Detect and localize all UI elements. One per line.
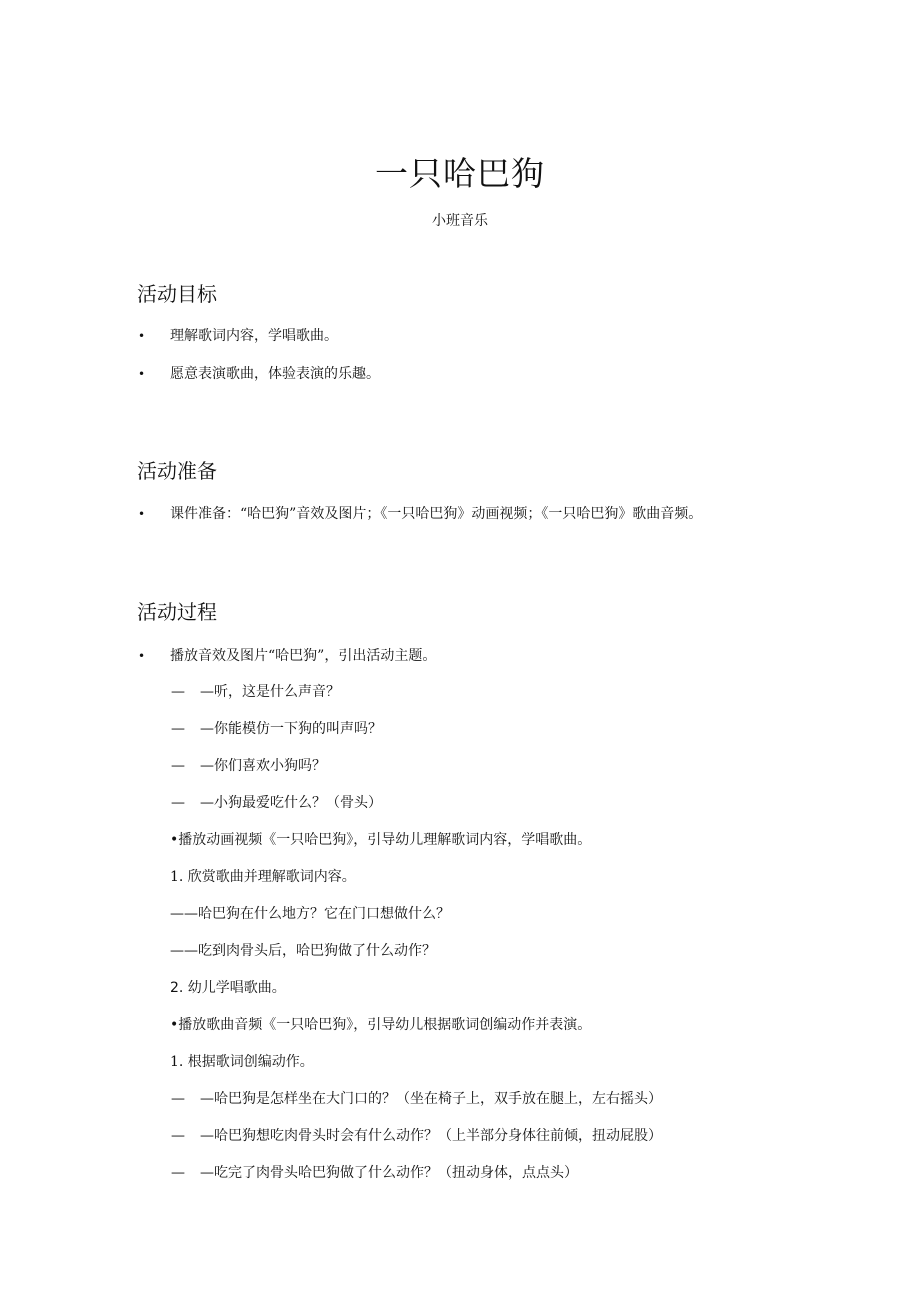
document-subtitle: 小班音乐 [432,213,488,229]
section-heading-prep: 活动准备 [137,459,217,483]
question-line: ——吃到肉骨头后，哈巴狗做了什么动作？ [170,943,436,959]
document-title: 一只哈巴狗 [375,154,545,193]
dash-icon: — [171,721,184,737]
process-step: 播放音效及图片“哈巴狗”，引出活动主题。 [170,648,437,664]
question-line: —哈巴狗想吃肉骨头时会有什么动作？（上半部分身体往前倾，扭动屁股） [200,1128,662,1144]
dash-icon: — [171,758,184,774]
bullet-icon: • [138,649,146,663]
dash-icon: — [171,795,184,811]
bullet-icon: • [138,329,146,343]
dash-icon: — [171,1091,184,1107]
process-step: •播放歌曲音频《一只哈巴狗》，引导幼儿根据歌词创编动作并表演。 [170,1017,592,1033]
dash-icon: — [171,1165,184,1181]
sub-step: 1. 根据歌词创编动作。 [170,1054,314,1070]
question-line: ——哈巴狗在什么地方？它在门口想做什么？ [170,906,450,922]
question-line: —吃完了肉骨头哈巴狗做了什么动作？（扭动身体，点点头） [200,1165,578,1181]
bullet-icon: • [138,507,146,521]
question-line: —小狗最爱吃什么？（骨头） [200,795,382,811]
question-line: —你们喜欢小狗吗？ [200,758,326,774]
goal-item: 理解歌词内容，学唱歌曲。 [170,328,338,344]
question-line: —你能模仿一下狗的叫声吗？ [200,721,382,737]
prep-item: 课件准备：“哈巴狗”音效及图片；《一只哈巴狗》动画视频；《一只哈巴狗》歌曲音频。 [170,506,703,522]
bullet-icon: • [138,367,146,381]
question-line: —听，这是什么声音？ [200,684,340,700]
sub-step: 1. 欣赏歌曲并理解歌词内容。 [170,869,356,885]
dash-icon: — [171,684,184,700]
process-step: •播放动画视频《一只哈巴狗》，引导幼儿理解歌词内容，学唱歌曲。 [170,832,592,848]
section-heading-process: 活动过程 [137,600,217,624]
dash-icon: — [171,1128,184,1144]
question-line: —哈巴狗是怎样坐在大门口的？（坐在椅子上，双手放在腿上，左右摇头） [200,1091,662,1107]
sub-step: 2. 幼儿学唱歌曲。 [170,980,286,996]
goal-item: 愿意表演歌曲，体验表演的乐趣。 [170,366,380,382]
section-heading-goals: 活动目标 [137,282,217,306]
